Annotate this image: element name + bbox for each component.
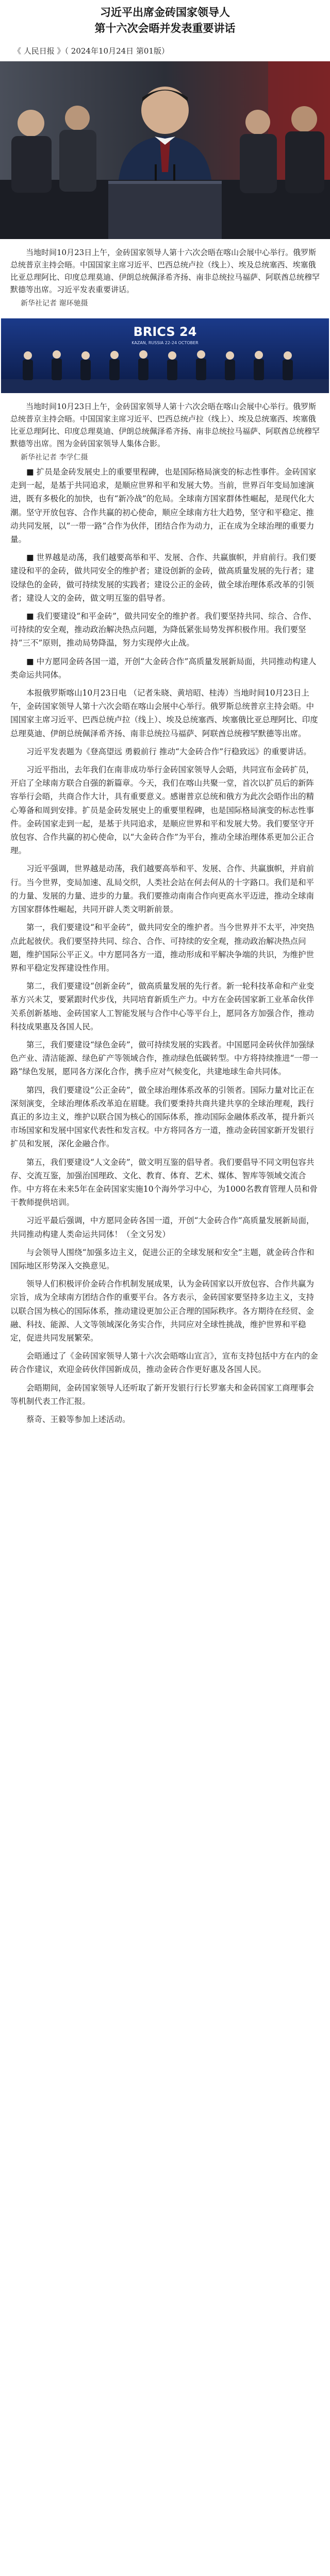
- article-paragraph: 与会领导人围绕“加强多边主义，促进公正的全球发展和安全”主题，就金砖合作和国际地区形势深入交换意见。: [10, 1247, 315, 1270]
- article-body: [0, 465, 330, 1426]
- article-paragraph: 第五，我们要建设“人文金砖”，做文明互鉴的倡导者。我们要倡导不同文明包容共存、交流互鉴，加强治国理政、文化、教育、体育、艺术、媒体、智库等领域交流合作。中方将在未来5年在金砖国家实施10个海外学习中心，为1000名教育管理人员和骨干教师提供培训。: [10, 1157, 318, 1208]
- article-title: [0, 0, 330, 36]
- source-line: 《 人民日报 》（ 2024年10月24日 第01版）: [13, 46, 170, 56]
- banner-sub: KAZAN, RUSSIA 22-24 OCTOBER: [131, 341, 199, 345]
- article-paragraph: 领导人们积极评价金砖合作机制发展成果，认为金砖国家以开放包容、合作共赢为宗旨，成为全球南方团结合作的重要平台。各方表示，金砖国家要坚持多边主义，支持以联合国为核心的国际体系，推动建设更加公正合理的国际秩序。各方期待在经贸、金融、科技、能源、人文等领域深化务实合作，共同应对全球性挑战，维护世界和平稳定，促进共同发展繁荣。: [10, 1279, 315, 1343]
- title-line-2: 第十六次会晤并发表重要讲话: [94, 22, 236, 35]
- article-paragraph: 会晤期间，金砖国家领导人还听取了新开发银行行长罗塞夫和金砖国家工商理事会等机制代表工作汇报。: [10, 1383, 315, 1406]
- article-paragraph: 习近平最后强调，中方愿同金砖各国一道，开创“大金砖合作”高质量发展新局面，共同推动构建人类命运共同体！（全文另发）: [10, 1216, 315, 1239]
- article-paragraph: ■ 我们要建设“和平金砖”，做共同安全的维护者。我们要坚持共同、综合、合作、可持续的安全观，推动政治解决热点问题，为降低紧张局势发挥积极作用。我们要坚持“三不”原则，推动局势降温，努力实现停火止战。: [10, 612, 317, 648]
- article-paragraph: 习近平指出，去年我们在南非成功举行金砖国家领导人会晤，共同宣布金砖扩员，开启了全球南方联合自强的新篇章。今天，我们在喀山共聚一堂，首次以扩员后的新阵容举行会晤，共商合作大计，具有重要意义。感谢普京总统和俄方为此次会晤作出的精心筹备和周到安排。扩员是金砖发展史上的重要里程碑，也是国际格局演变的标志性事件。金砖国家走到一起，是基于共同追求，是顺应世界和平和发展大势。我们要坚守开放包容、合作共赢的初心使命，以“大金砖合作”为平台，推动全球治理体系更加公正合理。: [10, 765, 315, 856]
- article-paragraph: ■ 世界越是动荡，我们越要高举和平、发展、合作、共赢旗帜，并肩前行。我们要建设和平的金砖，做共同安全的维护者；建设创新的金砖，做高质量发展的先行者；建设绿色的金砖，做可持续发展的实践者；建设公正的金砖，做全球治理体系改革的引领者；建设人文的金砖，做文明互鉴的倡导者。: [10, 553, 317, 603]
- group-photo-illustration: [1, 318, 329, 393]
- article-paragraph: 习近平强调，世界越是动荡，我们越要高举和平、发展、合作、共赢旗帜，并肩前行。当今世界，变局加速、乱局交织，人类社会站在何去何从的十字路口。我们是和平的力量、发展的力量、进步的力量。我们要推动南南合作向更高水平迈进，推动全球南方国家群体性崛起，共同开辟人类文明新前景。: [10, 864, 315, 914]
- article-paragraph: 第二，我们要建设“创新金砖”，做高质量发展的先行者。新一轮科技革命和产业变革方兴未艾，要紧跟时代步伐，共同培育新质生产力。中方在金砖国家新工业革命伙伴关系创新基地、金砖国家人工智能发展与合作中心等平台上，愿同各方加强合作，推动科技成果惠及各国人民。: [10, 981, 315, 1031]
- group-photo: [1, 318, 329, 393]
- photo2-caption: 当地时间10月23日上午，金砖国家领导人第十六次会晤在喀山会展中心举行。俄罗斯总统普京主持会晤。中国国家主席习近平、巴西总统卢拉（线上）、埃及总统塞西、埃塞俄比亚总理阿比、印度总理莫迪、伊朗总统佩泽希齐扬、南非总统拉马福萨、阿联酋总统穆罕默德等出席。图为金砖国家领导人集体合影。: [10, 402, 320, 448]
- article-paragraph: 第三，我们要建设“绿色金砖”，做可持续发展的实践者。中国愿同金砖伙伴加强绿色产业、清洁能源、绿色矿产等领域合作，推动绿色低碳转型。中方将持续推进“一带一路”绿色发展，愿同各方深化合作，携手应对气候变化，共建地球生命共同体。: [10, 1040, 318, 1077]
- speech-photo: [0, 61, 330, 239]
- title-line-1: 习近平出席金砖国家领导人: [100, 6, 230, 19]
- photo1-caption: 当地时间10月23日上午，金砖国家领导人第十六次会晤在喀山会展中心举行。俄罗斯总统普京主持会晤。中国国家主席习近平、巴西总统卢拉（线上）、埃及总统塞西、埃塞俄比亚总理阿比、印度总理莫迪、伊朗总统佩泽希齐扬、南非总统拉马福萨、阿联酋总统穆罕默德等出席。习近平发表重要讲话。: [10, 248, 320, 294]
- article-paragraph: 第四，我们要建设“公正金砖”，做全球治理体系改革的引领者。国际力量对比正在深刻演变，全球治理体系改革迫在眉睫。我们要秉持共商共建共享的全球治理观，践行真正的多边主义，维护以联合国为核心的国际体系，推动国际金融体系改革，提升新兴市场国家和发展中国家代表性和发言权。中方将同各方一道，推动金砖国家新开发银行扩员和发展，深化金融合作。: [10, 1085, 315, 1149]
- photo2-credit: 新华社记者 李学仁摄: [21, 453, 88, 462]
- article-paragraph: 第一，我们要建设“和平金砖”，做共同安全的维护者。当今世界并不太平，冲突热点此起彼伏。我们要坚持共同、综合、合作、可持续的安全观，推动政治解决热点问题，维护国际公平正义。中方愿同各方一道，推动形成和平解决争端的共识，为维护世界和平稳定发挥建设性作用。: [10, 923, 315, 973]
- article-paragraph: 习近平发表题为《登高望远 勇毅前行 推动“大金砖合作”行稳致远》的重要讲话。: [26, 747, 311, 756]
- photo1-credit: 新华社记者 谢环驰摄: [21, 299, 88, 308]
- banner-text: BRICS 24: [133, 325, 197, 339]
- article-paragraph: ■ 中方愿同金砖各国一道，开创“大金砖合作”高质量发展新局面，共同推动构建人类命运共同体。: [10, 656, 317, 680]
- article-paragraph: 蔡奇、王毅等参加上述活动。: [26, 1415, 130, 1424]
- article-paragraph: 本报俄罗斯喀山10月23日电 （记者朱晓、黄培昭、桂涛）当地时间10月23日上午，金砖国家领导人第十六次会晤在喀山会展中心举行。俄罗斯总统普京主持会晤。中国国家主席习近平、巴西总统卢拉（线上）、埃及总统塞西、埃塞俄比亚总理阿比、印度总理莫迪、伊朗总统佩泽希齐扬、南非总统拉马福萨、阿联酋总统穆罕默德等出席。: [10, 688, 318, 738]
- article-paragraph: ■ 扩员是金砖发展史上的重要里程碑，也是国际格局演变的标志性事件。金砖国家走到一起，是基于共同追求，是顺应世界和平和发展大势。当前，世界百年变局加速演进，既有多极化的加快，也有“新冷战”的危局。全球南方国家群体性崛起，是现代化大潮。坚守开放包容、合作共赢的初心使命，顺应全球南方壮大趋势，坚守和平稳定、推动共同发展，以“一带一路”合作为伙伴，团结合作为动力，正在成为全球治理的重要力量。: [10, 467, 317, 545]
- article-paragraph: 会晤通过了《金砖国家领导人第十六次会晤喀山宣言》，宣布支持包括中方在内的金砖合作建议，欢迎金砖伙伴国新成员，推动金砖合作更好惠及各国人民。: [10, 1351, 318, 1375]
- speech-photo-illustration: [0, 61, 330, 239]
